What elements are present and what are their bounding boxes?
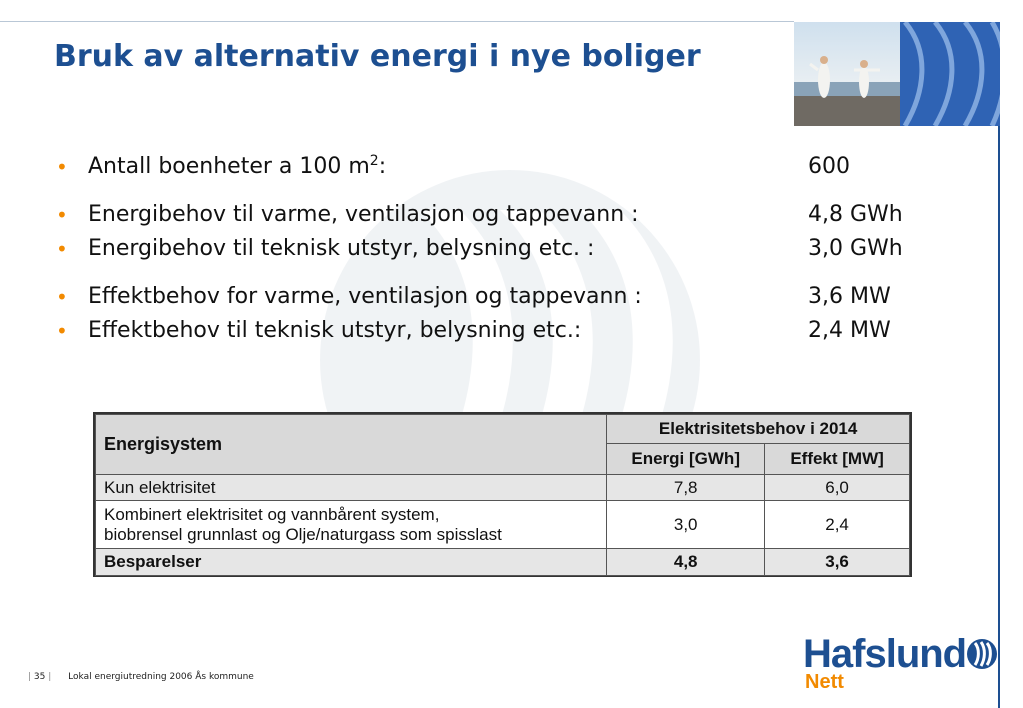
cell-energy: 3,0	[607, 501, 765, 549]
beach-photo-icon	[794, 22, 900, 126]
bullet-icon: •	[56, 155, 68, 179]
document-title: Lokal energiutredning 2006 Ås kommune	[68, 672, 254, 682]
header-effekt: Effekt [MW]	[765, 444, 910, 475]
bullet-icon: •	[56, 319, 68, 343]
cell-power: 6,0	[765, 475, 910, 501]
page-number: 35	[33, 672, 46, 682]
cell-energy: 4,8	[607, 549, 765, 576]
right-rule	[998, 126, 1000, 708]
list-item	[56, 314, 956, 348]
bullet-label: Effektbehov til teknisk utstyr, belysning etc.:	[88, 318, 582, 343]
bullet-value: 4,8 GWh	[808, 202, 903, 227]
top-rule	[0, 21, 794, 22]
bullet-label: Energibehov til varme, ventilasjon og tappevann :	[88, 202, 639, 227]
bullet-value: 600	[808, 154, 850, 179]
bullet-label: Effektbehov for varme, ventilasjon og tappevann :	[88, 284, 642, 309]
bullet-label: Energibehov til teknisk utstyr, belysning etc. :	[88, 236, 595, 261]
bullet-icon: •	[56, 237, 68, 261]
bullet-value: 3,0 GWh	[808, 236, 903, 261]
list-item	[56, 232, 956, 266]
hafslund-logo	[803, 632, 999, 698]
list-item	[56, 150, 956, 184]
slide-title: Bruk av alternativ energi i nye boliger	[54, 39, 701, 74]
cell-system-line: biobrensel grunnlast og Olje/naturgass som spisslast	[104, 524, 502, 544]
bullet-list	[56, 150, 956, 348]
table-row	[96, 475, 910, 501]
cell-power: 3,6	[765, 549, 910, 576]
cell-system: Kun elektrisitet	[96, 475, 607, 501]
list-item	[56, 280, 956, 314]
logo-name: Hafslund	[803, 632, 967, 676]
header-elektrisitetsbehov: Elektrisitetsbehov i 2014	[607, 415, 910, 444]
table-row	[96, 549, 910, 576]
energy-table	[93, 412, 912, 577]
bullet-value: 2,4 MW	[808, 318, 891, 343]
cell-system	[96, 501, 607, 549]
cell-power: 2,4	[765, 501, 910, 549]
bullet-label: Antall boenheter a 100 $m^2$:	[88, 153, 387, 179]
header-energisystem: Energisystem	[96, 415, 607, 475]
bullet-icon: •	[56, 285, 68, 309]
footer	[28, 672, 254, 682]
cell-system-line: Kombinert elektrisitet og vannbårent system,	[104, 504, 440, 524]
list-item	[56, 198, 956, 232]
hafslund-logo-icon	[966, 638, 998, 670]
bullet-icon: •	[56, 203, 68, 227]
table-row	[96, 501, 910, 549]
header-energi: Energi [GWh]	[607, 444, 765, 475]
cell-energy: 7,8	[607, 475, 765, 501]
bullet-value: 3,6 MW	[808, 284, 891, 309]
brand-pattern-icon	[900, 22, 1000, 126]
cell-system: Besparelser	[96, 549, 607, 576]
footer-separator: |	[48, 672, 52, 682]
logo-sub: Nett	[805, 671, 844, 693]
footer-separator: |	[28, 672, 32, 682]
